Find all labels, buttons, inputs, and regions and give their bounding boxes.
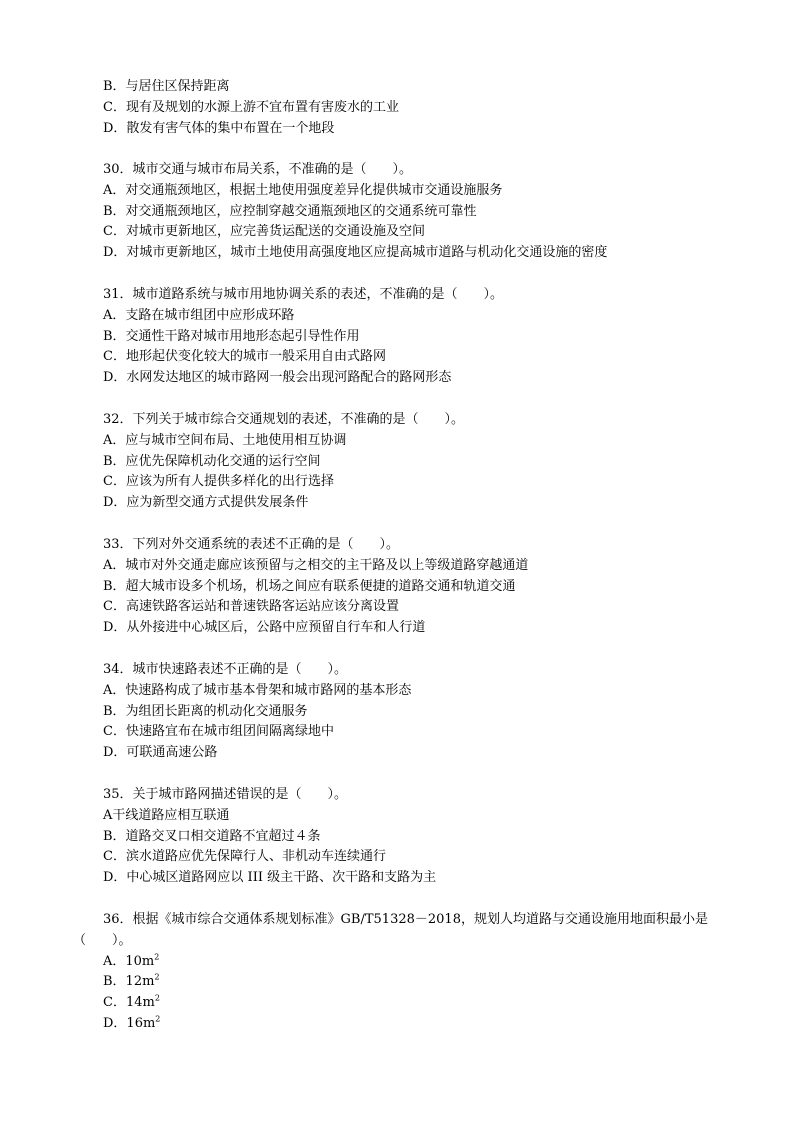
question-32	[103, 410, 743, 514]
option-a: A．应与城市空间布局、土地使用相互协调	[103, 432, 347, 448]
option-c: C．应该为所有人提供多样化的出行选择	[103, 474, 334, 490]
option-b: B．超大城市设多个机场，机场之间应有联系便捷的道路交通和轨道交通	[103, 578, 516, 594]
option-d: D．中心城区道路网应以 III 级主干路、次干路和支路为主	[103, 870, 437, 886]
question-stem: 36．根据《城市综合交通体系规划标准》GB/T51328－2018，规划人均道路与交通设施用地面积最小是（ ）。	[73, 912, 708, 948]
option-c: C．滨水道路应优先保障行人、非机动车连续通行	[103, 849, 386, 865]
superscript: 2	[154, 952, 160, 962]
option-a: A．对交通瓶颈地区，根据土地使用强度差异化提供城市交通设施服务	[103, 182, 503, 198]
option-d: D．从外接进中心城区后，公路中应预留自行车和人行道	[103, 620, 426, 636]
question-stem: 34．城市快速路表述不正确的是（ ）。	[103, 662, 348, 677]
option-d: D．应为新型交通方式提供发展条件	[103, 495, 309, 511]
option-d: D．散发有害气体的集中布置在一个地段	[103, 120, 335, 136]
option-b: B．为组团长距离的机动化交通服务	[103, 703, 308, 719]
option-a: A．$10m^2$	[103, 952, 160, 969]
question-35	[103, 785, 743, 889]
option-c: C．地形起伏变化较大的城市一般采用自由式路网	[103, 349, 386, 365]
option-c: C．快速路宜布在城市组团间隔离绿地中	[103, 724, 334, 740]
question-stem: 33．下列对外交通系统的表述不正确的是（ ）。	[103, 537, 400, 552]
superscript: 2	[155, 1014, 161, 1024]
option-b: B．与居住区保持距离	[103, 79, 230, 94]
superscript: 2	[154, 973, 160, 983]
option-b: B．应优先保障机动化交通的运行空间	[103, 453, 321, 469]
option-a: A．快速路构成了城市基本骨架和城市路网的基本形态	[103, 682, 412, 698]
question-36	[73, 910, 733, 1035]
option-b: B．交通性干路对城市用地形态起引导性作用	[103, 328, 360, 344]
option-d: D．对城市更新地区，城市土地使用高强度地区应提高城市道路与机动化交通设施的密度	[103, 245, 608, 261]
question-34	[103, 660, 743, 764]
superscript: 2	[154, 993, 160, 1003]
option-c: C．对城市更新地区，应完善货运配送的交通设施及空间	[103, 224, 425, 240]
option-c: C．高速铁路客运站和普速铁路客运站应该分离设置	[103, 599, 399, 615]
option-b: B．对交通瓶颈地区，应控制穿越交通瓶颈地区的交通系统可靠性	[103, 203, 477, 219]
option-a: A干线道路应相互联通	[103, 807, 230, 823]
option-d: D．$16m^2$	[103, 1014, 161, 1031]
options-list	[73, 952, 733, 1035]
option-b: B．道路交叉口相交道路不宜超过４条	[103, 828, 321, 844]
question-31	[103, 285, 743, 389]
question-stem: 30．城市交通与城市布局关系，不准确的是（ ）。	[103, 162, 413, 177]
question-stem: 32．下列关于城市综合交通规划的表述，不准确的是（ ）。	[103, 412, 465, 427]
question-stem: 31．城市道路系统与城市用地协调关系的表述，不准确的是（ ）。	[103, 287, 504, 302]
option-a: A．城市对外交通走廊应该预留与之相交的主干路及以上等级道路穿越通道	[103, 557, 529, 573]
question-30	[103, 160, 743, 264]
question-29-tail	[103, 77, 743, 139]
question-33	[103, 535, 743, 639]
option-b: B．$12m^2$	[103, 973, 160, 990]
option-c: C．$14m^2$	[103, 993, 160, 1011]
option-d: D．水网发达地区的城市路网一般会出现河路配合的路网形态	[103, 370, 452, 386]
option-a: A．支路在城市组团中应形成环路	[103, 307, 295, 323]
option-d: D．可联通高速公路	[103, 745, 218, 761]
option-c: C．现有及规划的水源上游不宜布置有害废水的工业	[103, 99, 399, 115]
question-stem: 35．关于城市路网描述错误的是（ ）。	[103, 787, 348, 802]
